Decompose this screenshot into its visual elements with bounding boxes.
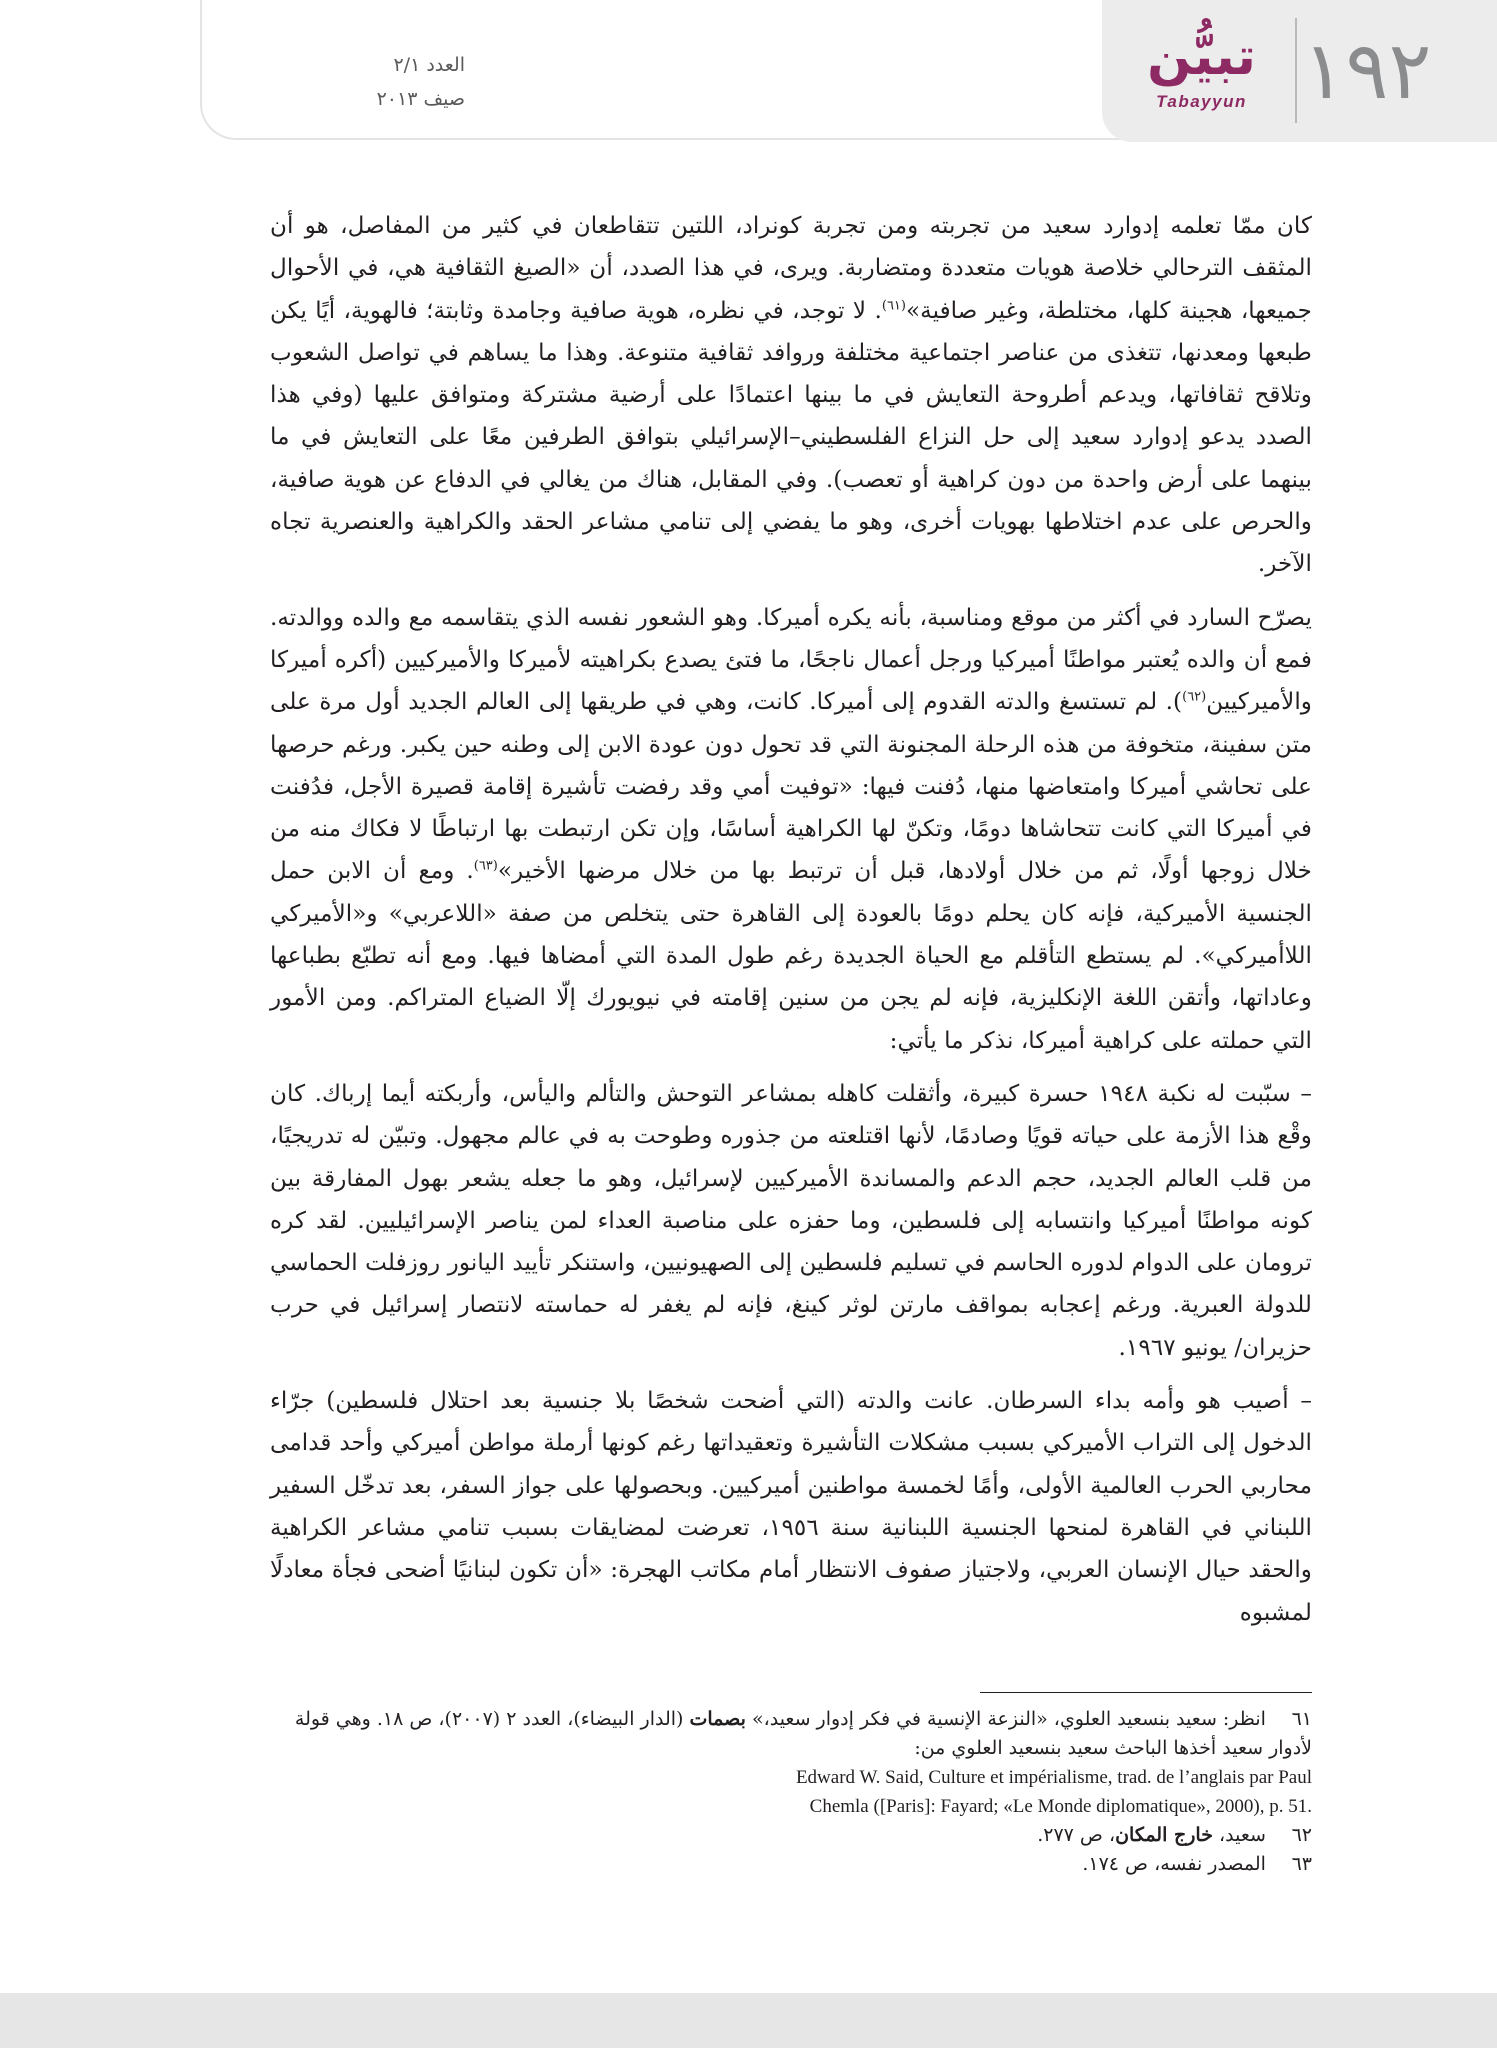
paragraph-2-text-b: ). لم تستسغ والدته القدوم إلى أميركا. كانت، وهي في طريقها إلى العالم الجديد أول مرة على متن سفينة، متخوفة من هذه الرحلة المجنونة التي قد تحول دون عودة الابن إلى وطنه حين يكبر. ورغم حرصها على تحاشي أميركا وامتعاضها منها، دُفنت فيها: «توفيت أمي وقد رفضت تأشيرة إقامة قصيرة الأجل، فدُفنت في أميركا التي كانت تتحاشاها دومًا، وتكنّ لها الكراهية أساسًا، وإن تكن ارتبطت بها ارتباطًا لا فكاك منه من خلال زوجها أولًا، ثم من خلال أولادها، قبل أن ترتبط بها من خلال مرضها الأخير»: [270, 688, 1312, 885]
paragraph-1-text: كان ممّا تعلمه إدوارد سعيد من تجربته ومن تجربة كونراد، اللتين تتقاطعان في كثير من المفاصل، هو أن المثقف الترحالي خلاصة هويات متعددة ومتضاربة. ويرى، في هذا الصدد، أن «الصيغ الثقافية هي، في الأحوال جميعها، هجينة كلها، مختلطة، وغير صافية»: [270, 212, 1312, 324]
tabayyun-logo: [1114, 22, 1289, 127]
page-number: ١٩٢: [1302, 24, 1432, 117]
footnote-61-latin-line-1: [270, 1763, 1312, 1792]
footnote-ref-62: (٦٢): [1182, 689, 1207, 705]
footnotes: [270, 1705, 1312, 1879]
footnote-63-text: المصدر نفسه، ص ١٧٤.: [1082, 1853, 1266, 1875]
paragraph-1-continued: . لا توجد، في نظره، هوية صافية وجامدة وثابتة؛ فالهوية، أيًا يكن طبعها ومعدنها، تتغذى من عناصر اجتماعية مختلفة وروافد ثقافية متنوعة. وهذا ما يساهم في تواصل الشعوب وتلاقح ثقافاتها، ويدعم أطروحة التعايش في ما بينها اعتمادًا على أرضية مشتركة ومتوافق عليها (وفي هذا الصدد يدعو إدوارد سعيد إلى حل النزاع الفلسطيني–الإسرائيلي بتوافق الطرفين معًا على التعايش في ما بينهما على أرض واحدة من دون كراهية أو تعصب). وفي المقابل، هناك من يغالي في الدفاع عن هوية صافية، والحرص على عدم اختلاطها بهويات أخرى، وهو ما يفضي إلى تنامي مشاعر الحقد والكراهية والعنصرية تجاه الآخر.: [270, 296, 1312, 578]
footnote-divider: [980, 1692, 1312, 1693]
footnote-62-number: ٦٢: [1291, 1824, 1312, 1846]
footnote-61: [270, 1705, 1312, 1763]
footnote-62-text-a: سعيد،: [1219, 1824, 1266, 1846]
page-header: [0, 0, 1497, 140]
footnote-61-latin-line-2: [270, 1792, 1312, 1821]
page-footer-band: [0, 1993, 1497, 2048]
footnote-63-number: ٦٣: [1291, 1853, 1312, 1875]
logo-latin-text: Tabayyun: [1156, 92, 1247, 111]
issue-label: العدد ٢/١: [393, 54, 465, 76]
tab-divider: [1295, 18, 1297, 123]
footnote-61-latin-1: Edward W. Said, Culture et impérialisme, trad. de l’anglais par Paul: [795, 1767, 1312, 1788]
paragraph-2-text-a: يصرّح السارد في أكثر من موقع ومناسبة، بأنه يكره أميركا. وهو الشعور نفسه الذي يتقاسمه مع والده ووالدته. فمع أن والده يُعتبر مواطنًا أميركيا ورجل أعمال ناجحًا، ما فتئ يصدع بكراهيته لأميركا والأميركيين (أكره أميركا والأميركيين: [270, 603, 1312, 716]
footnote-ref-63: (٦٣): [473, 858, 498, 874]
footnote-61-latin-2: Chemla ([Paris]: Fayard; «Le Monde diplomatique», 2000), p. 51.: [809, 1796, 1312, 1817]
footnote-61-text-a: انظر: سعيد بنسعيد العلوي، «النزعة الإنسية في فكر إدوار سعيد،»: [751, 1708, 1266, 1730]
header-tab: [1102, 0, 1497, 142]
paragraph-1: [270, 205, 1312, 586]
footnote-ref-61: (٦١): [881, 297, 906, 313]
season-label: صيف ٢٠١٣: [376, 88, 465, 110]
issue-info: [265, 48, 465, 116]
footnote-62: [270, 1821, 1312, 1850]
paragraph-3: – سبّبت له نكبة ١٩٤٨ حسرة كبيرة، وأثقلت كاهله بمشاعر التوحش والتألم واليأس، وأربكته أيما إرباك. كان وقْع هذا الأزمة على حياته قويًا وصادمًا، لأنها اقتلعته من جذوره وطوحت به في عالم مجهول. وتبيّن له تدريجيًا، من قلب العالم الجديد، حجم الدعم والمساندة الأميركيين لإسرائيل، وهو ما جعله يشعر بهول المفارقة بين كونه مواطنًا أميركيا وانتسابه إلى فلسطين، وما حفزه على مناصبة العداء لمن يناصر الإسرائيليين. لقد كره ترومان على الدوام لدوره الحاسم في تسليم فلسطين إلى الصهيونيين، واستنكر تأييد اليانور روزفلت الحماسي للدولة العبرية. ورغم إعجابه بمواقف مارتن لوثر كينغ، فإنه لم يغفر له حماسته لانتصار إسرائيل في حرب حزيران/ يونيو ١٩٦٧.: [270, 1079, 1312, 1361]
paragraph-2: [270, 597, 1312, 1062]
footnote-63: [270, 1850, 1312, 1879]
paragraph-4: – أصيب هو وأمه بداء السرطان. عانت والدته (التي أضحت شخصًا بلا جنسية بعد احتلال فلسطين) جرّاء الدخول إلى التراب الأميركي بسبب مشكلات التأشيرة وتعقيداتها رغم كونها أرملة مواطن أميركي وأحد قدامى محاربي الحرب العالمية الأولى، وأمًا لخمسة مواطنين أميركيين. وبحصولها على جواز السفر، بعد تدخّل السفير اللبناني في القاهرة لمنحها الجنسية اللبنانية سنة ١٩٥٦، تعرضت لمضايقات بسبب تنامي مشاعر الكراهية والحقد حيال الإنسان العربي، ولاجتياز صفوف الانتظار أمام مكاتب الهجرة: «أن تكون لبنانيًا أضحى فجأة معادلًا لمشبوه: [270, 1387, 1312, 1626]
footnote-62-text-b: ، ص ٢٧٧.: [1037, 1824, 1116, 1846]
footnote-61-number: ٦١: [1291, 1708, 1312, 1730]
paragraph-2-text-c: . ومع أن الابن حمل الجنسية الأميركية، فإنه كان يحلم دومًا بالعودة إلى القاهرة حتى يتخلص من صفة «اللاعربي» و«الأميركي اللاأميركي». لم يستطع التأقلم مع الحياة الجديدة رغم طول المدة التي أمضاها فيها. ومع أنه تطبّع بطباعها وعاداتها، وأتقن اللغة الإنكليزية، فإنه لم يجن من سنين إقامته في نيويورك إلّا الضياع المتراكم. ومن الأمور التي حملته على كراهية أميركا، نذكر ما يأتي:: [270, 857, 1312, 1054]
footnote-61-text-b: (الدار البيضاء)، العدد ٢ (٢٠٠٧)، ص ١٨. وهي قولة لأدوار سعيد أخذها الباحث سعيد بنسعيد العلوي من:: [294, 1708, 1312, 1759]
logo-arabic-text: تبيُّن: [1147, 27, 1256, 87]
article-body: [270, 205, 1312, 1645]
footnote-62-title: خارج المكان: [1115, 1824, 1213, 1846]
footnote-61-journal: بصمات: [689, 1708, 746, 1730]
